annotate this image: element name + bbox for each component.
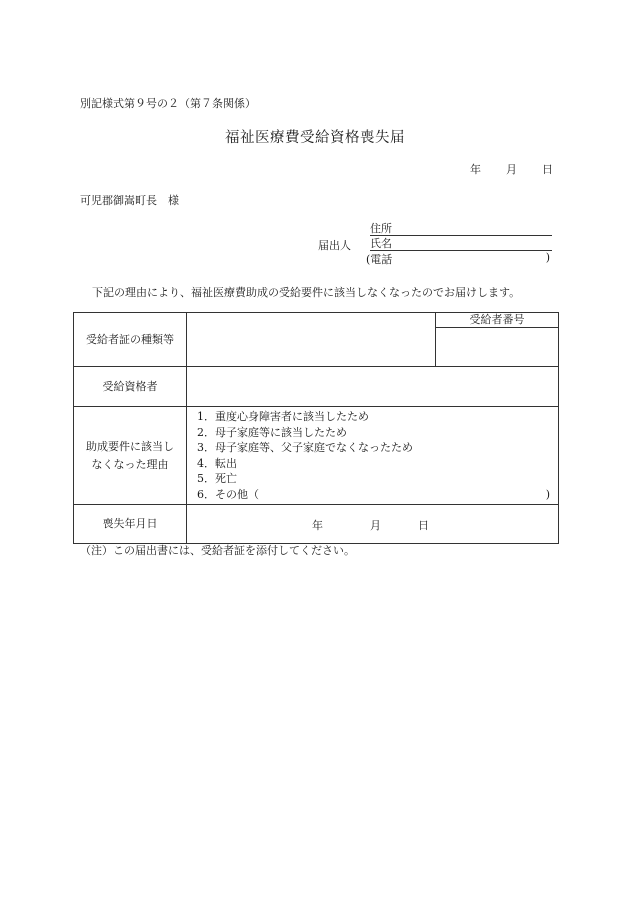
loss-date-label: 喪失年月日 xyxy=(74,505,187,544)
recipient-number-label: 受給者番号 xyxy=(436,313,559,328)
form-number: 別記様式第９号の２（第７条関係） xyxy=(80,97,256,110)
attachment-note: （注）この届出書には、受給者証を添付してください。 xyxy=(80,544,355,557)
reason-option-2[interactable]: 2．母子家庭等に該当したため xyxy=(197,425,347,439)
applicant-label: 届出人 xyxy=(318,239,351,252)
phone-label: (電話 xyxy=(366,253,393,266)
name-field[interactable] xyxy=(370,235,552,251)
statement-text: 下記の理由により、福祉医療費助成の受給要件に該当しなくなったのでお届けします。 xyxy=(92,286,521,299)
phone-field[interactable] xyxy=(366,251,552,266)
address-label: 住所 xyxy=(370,222,392,235)
cert-type-label: 受給者証の種類等 xyxy=(74,313,187,367)
loss-date-month-label: 月 xyxy=(370,519,381,532)
eligible-person-field[interactable] xyxy=(187,367,559,407)
reason-option-4[interactable]: 4．転出 xyxy=(197,456,237,470)
eligible-person-label: 受給資格者 xyxy=(74,367,187,407)
form-table xyxy=(73,312,559,544)
reason-label-line1: 助成要件に該当し xyxy=(86,439,174,453)
loss-date-day-label: 日 xyxy=(418,519,429,532)
loss-date-field[interactable] xyxy=(187,505,559,544)
reason-option-6-label: 6．その他（ xyxy=(197,487,259,501)
date-month-label: 月 xyxy=(506,163,517,176)
reason-options xyxy=(187,407,559,505)
cert-type-field[interactable] xyxy=(187,313,436,367)
recipient-number-field[interactable] xyxy=(436,328,559,367)
loss-date-year-label: 年 xyxy=(312,519,323,532)
reason-option-3[interactable]: 3．母子家庭等、父子家庭でなくなったため xyxy=(197,441,413,454)
date-year-label: 年 xyxy=(470,163,481,176)
reason-option-1[interactable]: 1．重度心身障害者に該当したため xyxy=(197,410,369,423)
phone-close-paren: ) xyxy=(545,251,550,264)
reason-label xyxy=(74,407,187,505)
reason-label-line2: なくなった理由 xyxy=(91,457,169,471)
reason-option-6[interactable] xyxy=(197,487,558,503)
addressee: 可児郡御嵩町長 様 xyxy=(80,194,179,207)
name-label: 氏名 xyxy=(370,237,392,250)
document-title: 福祉医療費受給資格喪失届 xyxy=(225,130,405,146)
date-day-label: 日 xyxy=(542,163,553,176)
reason-other-close-paren: ) xyxy=(545,487,550,501)
reason-option-5[interactable]: 5．死亡 xyxy=(197,472,237,485)
address-field[interactable] xyxy=(370,220,552,236)
